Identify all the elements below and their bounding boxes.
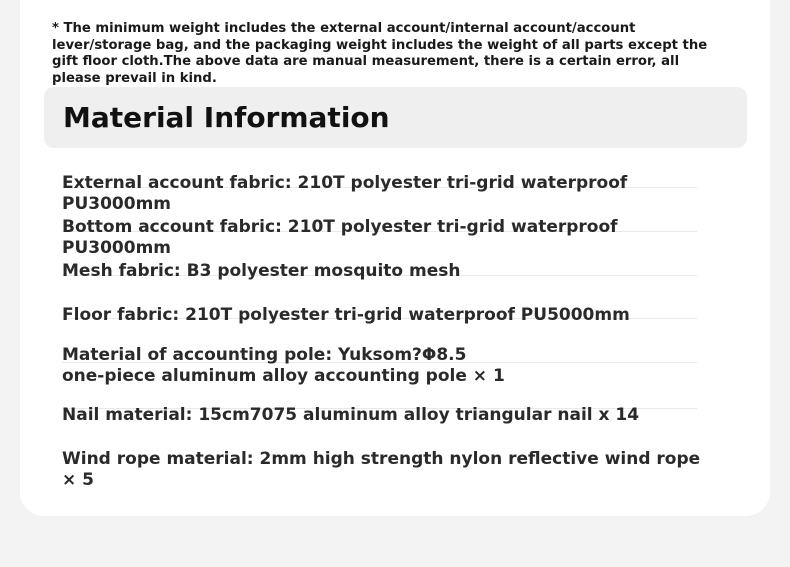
section-title: Material Information [63, 101, 390, 134]
spec-bottom-fabric: Bottom account fabric: 210T polyester tri-grid waterproof PU3000mm [62, 217, 618, 258]
spec-pole-material-line-2: one-piece aluminum alloy accounting pole × 1 [62, 366, 505, 386]
weight-disclaimer: * The minimum weight includes the external account/internal account/account lever/storage bag, and the packaging weight includes the weight of all parts except the gift floor cloth.The above data are manual measurement, there is a certain error, all please prevail in kind. [52, 21, 708, 86]
spec-pole-material [62, 345, 702, 387]
spec-mesh-fabric: Mesh fabric: B3 polyester mosquito mesh [62, 261, 461, 281]
spec-wind-rope-material: Wind rope material: 2mm high strength nylon reflective wind rope × 5 [62, 449, 701, 490]
spec-pole-material-line-1: Material of accounting pole: Yuksom?Φ8.5 [62, 345, 467, 365]
spec-nail-material: Nail material: 15cm7075 aluminum alloy triangular nail x 14 [62, 405, 640, 425]
spec-floor-fabric: Floor fabric: 210T polyester tri-grid waterproof PU5000mm [62, 305, 630, 325]
spec-external-fabric: External account fabric: 210T polyester tri-grid waterproof PU3000mm [62, 173, 628, 214]
